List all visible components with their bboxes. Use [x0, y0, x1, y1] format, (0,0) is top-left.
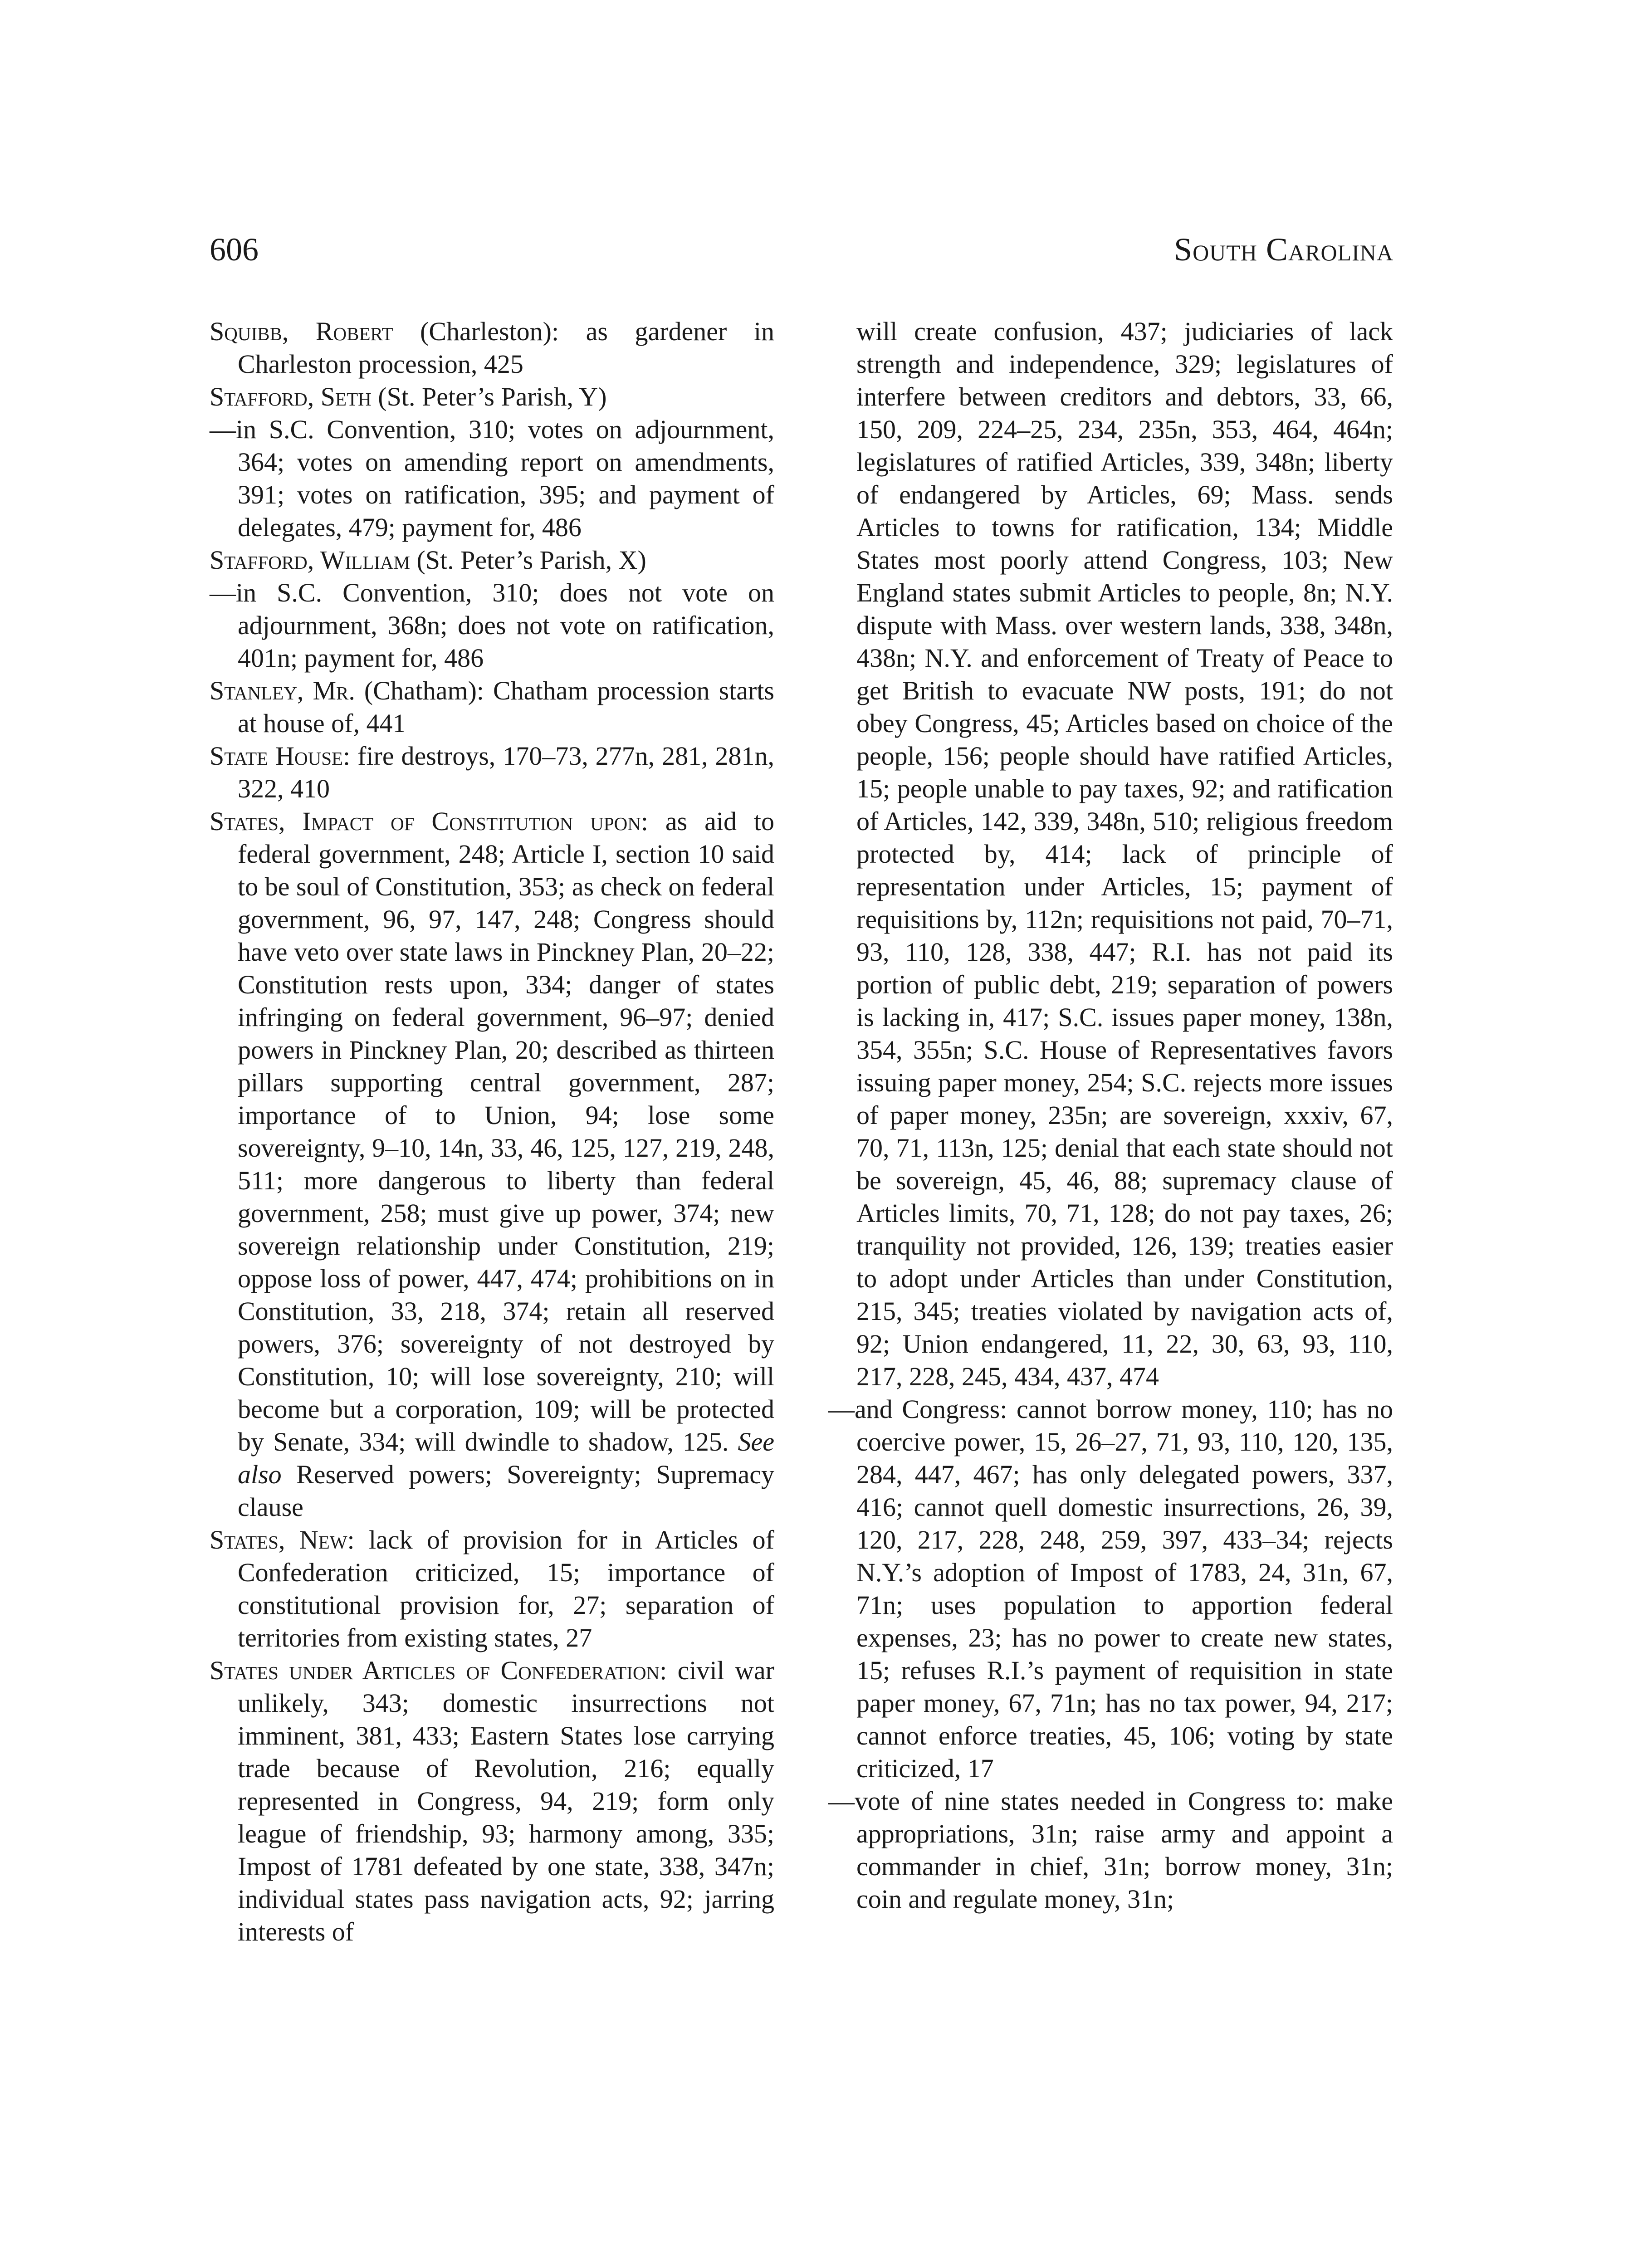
- entry-headword: Stafford, Seth: [210, 382, 372, 411]
- index-entry: [210, 1654, 774, 1948]
- index-entry: [210, 1524, 774, 1654]
- entry-headword: Squibb, Robert: [210, 317, 393, 346]
- index-entry: [210, 740, 774, 805]
- left-column: [210, 315, 774, 1948]
- entry-text: —vote of nine states needed in Congress to: make appropriations, 31n; raise army and appoint a commander in chief, 31n; borrow money, 31n; coin and regulate money, 31n;: [828, 1786, 1393, 1914]
- entry-text: will create confusion, 437; judiciaries of lack strength and independence, 329; legislatures of interfere between creditors and debtors, 33, 66, 150, 209, 224–25, 234, 235n, 353, 464, 464n; legislatures of ratified Articles, 339, 348n; liberty of endangered by Articles, 69; Mass. sends Articles to towns for ratification, 134; Middle States most poorly attend Congress, 103; New England states submit Articles to people, 8n; N.Y. dispute with Mass. over western lands, 338, 348n, 438n; N.Y. and enforcement of Treaty of Peace to get British to evacuate NW posts, 191; do not obey Congress, 45; Articles based on choice of the people, 156; people should have ratified Articles, 15; people unable to pay taxes, 92; and ratification of Articles, 142, 339, 348n, 510; religious freedom protected by, 414; lack of principle of representation under Articles, 15; payment of requisitions by, 112n; requisitions not paid, 70–71, 93, 110, 128, 338, 447; R.I. has not paid its portion of public debt, 219; separation of powers is lacking in, 417; S.C. issues paper money, 138n, 354, 355n; S.C. House of Representatives favors issuing paper money, 254; S.C. rejects more issues of paper money, 235n; are sovereign, xxxiv, 67, 70, 71, 113n, 125; denial that each state should not be sovereign, 45, 46, 88; supremacy clause of Articles limits, 70, 71, 128; do not pay taxes, 26; tranquility not provided, 126, 139; treaties easier to adopt under Articles than under Constitution, 215, 345; treaties violated by navigation acts of, 92; Union endangered, 11, 22, 30, 63, 93, 110, 217, 228, 245, 434, 437, 474: [856, 317, 1393, 1391]
- index-entry: [210, 315, 774, 381]
- index-entry: [210, 381, 774, 413]
- index-entry: [210, 544, 774, 577]
- entry-text: : as aid to federal government, 248; Article I, section 10 said to be soul of Constitution, 353; as check on federal government, 96, 97, 147, 248; Congress should have veto over state laws in Pinckney Plan, 20–22; Constitution rests upon, 334; danger of states infringing on federal government, 96–97; denied powers in Pinckney Plan, 20; described as thirteen pillars supporting central government, 287; importance of to Union, 94; lose some sovereignty, 9–10, 14n, 33, 46, 125, 127, 219, 248, 511; more dangerous to liberty than federal government, 258; must give up power, 374; new sovereign relationship under Constitution, 219; oppose loss of power, 447, 474; prohibitions on in Constitution, 33, 218, 374; retain all reserved powers, 376; sovereignty of not destroyed by Constitution, 10; will lose sovereignty, 210; will become but a corporation, 109; will be protected by Senate, 334; will dwindle to shadow, 125.: [238, 807, 775, 1457]
- entry-text: : lack of provision for in Articles of Confederation criticized, 15; importance of constitutional provision for, 27; separation of territories from existing states, 27: [238, 1525, 774, 1652]
- entry-headword: States, Impact of Constitution upon: [210, 807, 641, 836]
- entry-text: (Chatham): Chatham procession starts at house of, 441: [238, 676, 774, 738]
- cross-reference: See also: [238, 1427, 774, 1489]
- entry-text: —in S.C. Convention, 310; votes on adjournment, 364; votes on amending report on amendments, 391; votes on ratification, 395; and payment of delegates, 479; payment for, 486: [210, 415, 774, 542]
- index-continuation: [828, 315, 1393, 1393]
- entry-text: : fire destroys, 170–73, 277n, 281, 281n, 322, 410: [238, 741, 774, 803]
- index-entry: [210, 805, 774, 1524]
- entry-text: (St. Peter’s Parish, X): [410, 545, 646, 575]
- entry-headword: States, New: [210, 1525, 347, 1554]
- index-subentry: [828, 1393, 1393, 1785]
- page-number: 606: [210, 231, 259, 268]
- entry-headword: States under Articles of Confederation: [210, 1656, 660, 1685]
- entry-text: (Charleston): as gardener in Charleston procession, 425: [238, 317, 774, 379]
- running-head: [210, 222, 1393, 277]
- index-subentry: [210, 577, 774, 675]
- entry-headword: Stanley, Mr.: [210, 676, 355, 705]
- entry-text: Reserved powers; Sovereignty; Supremacy clause: [238, 1460, 774, 1522]
- right-column: [828, 315, 1393, 1916]
- running-title: South Carolina: [1174, 231, 1393, 268]
- index-subentry: [828, 1785, 1393, 1916]
- entry-text: : civil war unlikely, 343; domestic insurrections not imminent, 381, 433; Eastern States lose carrying trade because of Revolution, 216; equally represented in Congress, 94, 219; form only league of friendship, 93; harmony among, 335; Impost of 1781 defeated by one state, 338, 347n; individual states pass navigation acts, 92; jarring interests of: [238, 1656, 774, 1946]
- entry-text: —in S.C. Convention, 310; does not vote on adjournment, 368n; does not vote on ratification, 401n; payment for, 486: [210, 578, 774, 673]
- index-subentry: [210, 413, 774, 544]
- entry-text: (St. Peter’s Parish, Y): [371, 382, 607, 411]
- entry-headword: State House: [210, 741, 343, 771]
- entry-text: —and Congress: cannot borrow money, 110; has no coercive power, 15, 26–27, 71, 93, 110, 120, 135, 284, 447, 467; has only delegated powers, 337, 416; cannot quell domestic insurrections, 26, 39, 120, 217, 228, 248, 259, 397, 433–34; rejects N.Y.’s adoption of Impost of 1783, 24, 31n, 67, 71n; uses population to apportion federal expenses, 23; has no power to create new states, 15; refuses R.I.’s payment of requisition in state paper money, 67, 71n; has no tax power, 94, 217; cannot enforce treaties, 45, 106; voting by state criticized, 17: [828, 1394, 1393, 1783]
- entry-headword: Stafford, William: [210, 545, 410, 575]
- index-entry: [210, 675, 774, 740]
